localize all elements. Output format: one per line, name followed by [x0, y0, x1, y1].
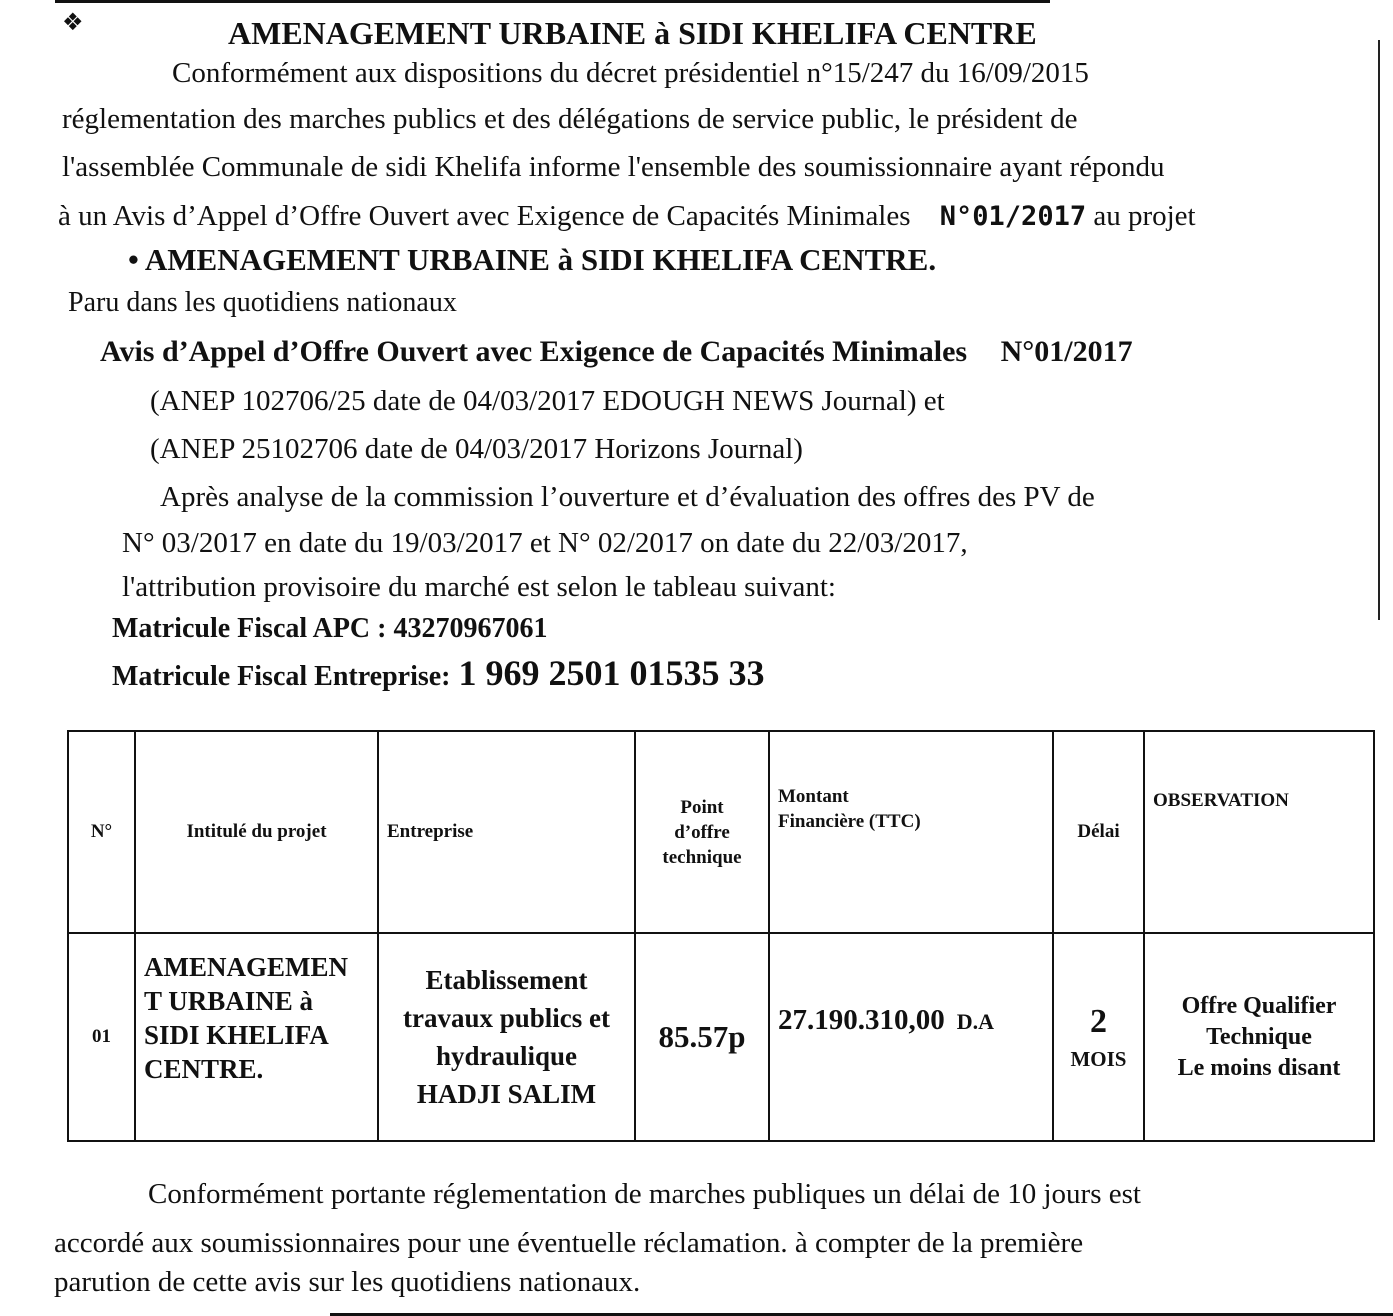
fiscal-entreprise — [112, 652, 765, 694]
header-observation: OBSERVATION — [1144, 731, 1374, 933]
footer-line-3: parution de cette avis sur les quotidiens nationaux. — [54, 1266, 641, 1298]
row-projet-l3: SIDI KHELIFA — [144, 1020, 329, 1050]
intro-line-4-text: à un Avis d’Appel d’Offre Ouvert avec Exigence de Capacités Minimales — [58, 200, 911, 232]
header-num: N° — [68, 731, 135, 933]
anep-reference-1: (ANEP 102706/25 date de 04/03/2017 EDOUGH NEWS Journal) et — [150, 385, 945, 417]
attribution-table — [67, 730, 1375, 1142]
header-point-l1: Point — [680, 796, 724, 818]
header-montant — [769, 731, 1053, 933]
intro-line-1: Conformément aux dispositions du décret présidentiel n°15/247 du 16/09/2015 — [172, 57, 1089, 89]
footer-line-2: accordé aux soumissionnaires pour une éventuelle réclamation. à compter de la première — [54, 1227, 1084, 1259]
fiscal-apc: Matricule Fiscal APC : 43270967061 — [112, 613, 548, 644]
analysis-line-3: l'attribution provisoire du marché est selon le tableau suivant: — [122, 571, 836, 603]
intro-line-4-end: au projet — [1093, 200, 1196, 232]
intro-line-2: réglementation des marches publics et des délégations de service public, le président de — [62, 103, 1078, 135]
row-num: 01 — [68, 933, 135, 1141]
row-observation-l2: Technique — [1206, 1023, 1312, 1050]
row-point: 85.57p — [635, 933, 769, 1141]
row-projet-l2: T URBAINE à — [144, 986, 314, 1016]
analysis-line-1: Après analyse de la commission l’ouverture et d’évaluation des offres des PV de — [160, 481, 1095, 513]
row-delai-unit: MOIS — [1070, 1046, 1127, 1071]
header-projet: Intitulé du projet — [135, 731, 378, 933]
header-point — [635, 731, 769, 933]
row-entreprise-l4: HADJI SALIM — [416, 1079, 597, 1109]
row-montant-unit: D.A — [956, 1009, 995, 1034]
fiscal-entreprise-label: Matricule Fiscal Entreprise: — [112, 661, 451, 692]
analysis-line-2: N° 03/2017 en date du 19/03/2017 et N° 02/2017 on date du 22/03/2017, — [122, 527, 968, 559]
bullet-diamond-icon: ❖ — [62, 8, 84, 36]
row-entreprise-l3: hydraulique — [435, 1041, 578, 1071]
row-entreprise-l2: travaux publics et — [402, 1003, 610, 1033]
top-rule — [55, 0, 1050, 3]
avis-title-number: N°01/2017 — [1000, 335, 1133, 368]
row-projet-l4: CENTRE. — [144, 1054, 264, 1084]
table-header-row — [68, 731, 1374, 933]
right-rule — [1378, 40, 1380, 620]
row-montant-value: 27.190.310,00 — [778, 1004, 945, 1036]
row-delai-value: 2 — [1090, 1002, 1107, 1040]
header-montant-l2: Financière (TTC) — [778, 811, 921, 832]
row-projet-l1: AMENAGEMEN — [144, 952, 348, 982]
row-entreprise-l1: Etablissement — [425, 965, 588, 995]
avis-title — [100, 335, 1133, 369]
row-entreprise — [378, 933, 635, 1141]
intro-line-4 — [58, 200, 1196, 233]
avis-number: N°01/2017 — [939, 201, 1087, 232]
row-observation-l1: Offre Qualifier — [1181, 992, 1337, 1019]
row-observation-l3: Le moins disant — [1177, 1054, 1341, 1081]
avis-title-text: Avis d’Appel d’Offre Ouvert avec Exigence de Capacités Minimales — [100, 335, 968, 368]
header-point-l3: technique — [662, 846, 742, 868]
row-projet — [135, 933, 378, 1141]
intro-line-3: l'assemblée Communale de sidi Khelifa informe l'ensemble des soumissionnaire ayant répondu — [62, 151, 1165, 183]
table-row — [68, 933, 1374, 1141]
row-montant — [769, 933, 1053, 1141]
project-line: • AMENAGEMENT URBAINE à SIDI KHELIFA CENTRE. — [128, 242, 937, 277]
anep-reference-2: (ANEP 25102706 date de 04/03/2017 Horizons Journal) — [150, 433, 803, 465]
row-observation — [1144, 933, 1374, 1141]
document-title: AMENAGEMENT URBAINE à SIDI KHELIFA CENTRE — [228, 15, 1037, 51]
fiscal-entreprise-value: 1 969 2501 01535 33 — [458, 653, 765, 693]
header-entreprise: Entreprise — [378, 731, 635, 933]
header-montant-l1: Montant — [778, 786, 849, 807]
footer-line-1: Conformément portante réglementation de marches publiques un délai de 10 jours est — [148, 1178, 1141, 1210]
publication-label: Paru dans les quotidiens nationaux — [68, 287, 457, 318]
header-point-l2: d’offre — [674, 821, 730, 843]
row-delai — [1053, 933, 1144, 1141]
header-delai: Délai — [1053, 731, 1144, 933]
